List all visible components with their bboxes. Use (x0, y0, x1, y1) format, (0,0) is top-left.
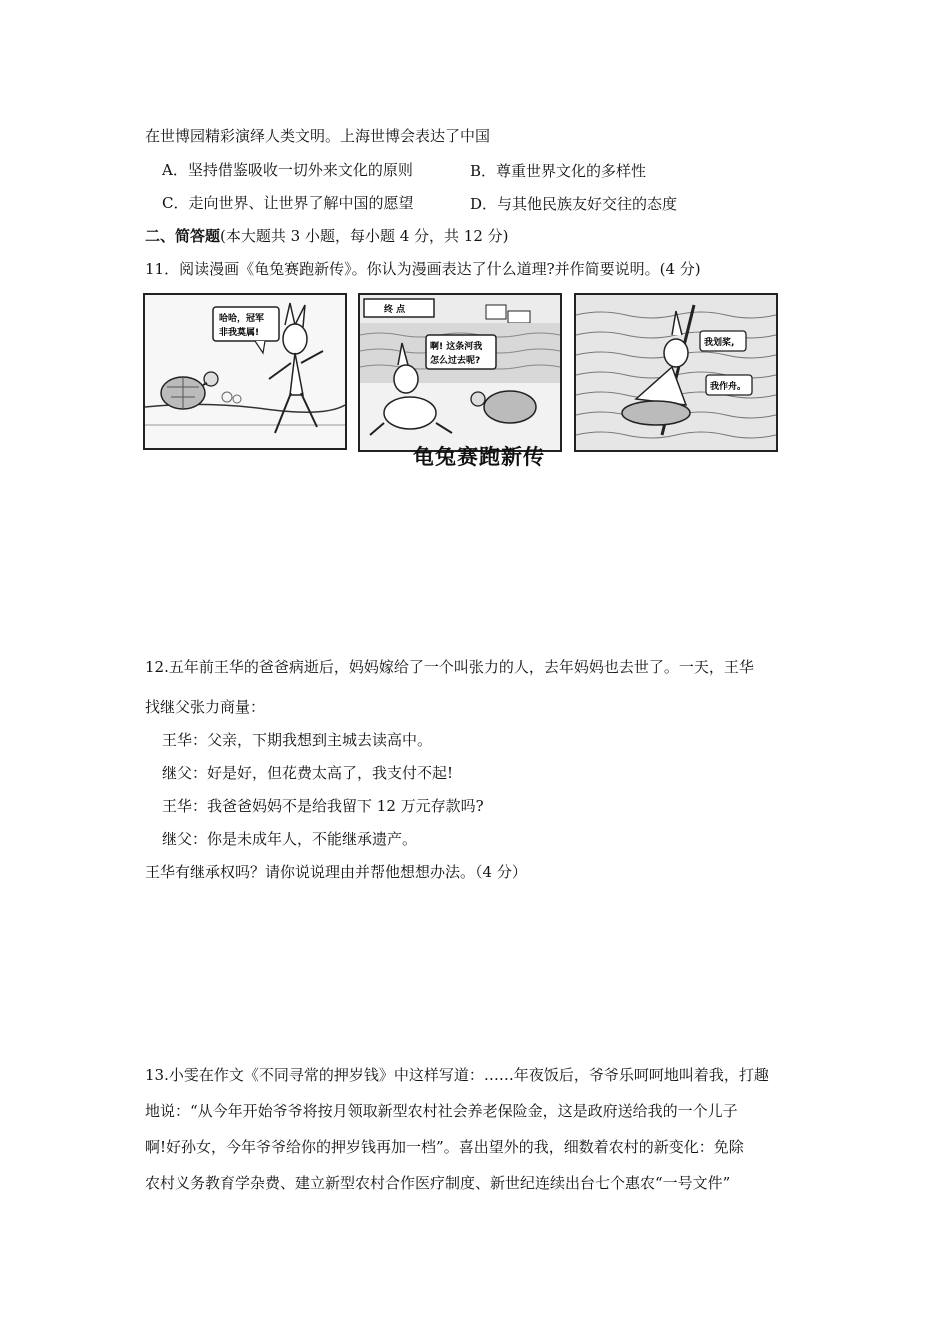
q10-stem-tail: 在世博园精彩演绎人类文明。上海世博会表达了中国 (145, 127, 491, 145)
comic-panel-2-drawing (360, 295, 560, 450)
panel2-finish-sign: 终 点 (384, 305, 406, 315)
comic-panel-1 (143, 293, 347, 450)
q12-question: 王华有继承权吗？请你说说理由并帮他想想办法。（4 分） (145, 863, 527, 881)
q13-line-1: 13.小雯在作文《不同寻常的押岁钱》中这样写道：……年夜饭后，爷爷乐呵呵地叫着我，打趣 (145, 1066, 769, 1084)
section-title: 二、简答题 (145, 227, 221, 245)
q12-line-2: 找继父张力商量： (145, 698, 266, 716)
q13-line-2: 地说：“从今年开始爷爷将按月领取新型农村社会养老保险金，这是政府送给我的一个儿子 (145, 1102, 738, 1120)
comic-panel-3 (574, 293, 778, 452)
q10-option-d: D．与其他民族友好交往的态度 (470, 195, 678, 213)
panel3-bubble-1: 我划桨, (704, 338, 735, 348)
q11-question: 11．阅读漫画《龟兔赛跑新传》。你认为漫画表达了什么道理?并作简要说明。(4 分) (145, 260, 701, 278)
comic-panel-3-drawing (576, 295, 776, 450)
q13-line-3: 啊!好孙女，今年爷爷给你的押岁钱再加一档”。喜出望外的我，细数着农村的新变化：免除 (145, 1138, 744, 1156)
comic-title: 龟兔赛跑新传 (413, 445, 545, 469)
q13-line-4: 农村义务教育学杂费、建立新型农村合作医疗制度、新世纪连续出台七个惠农“一号文件” (145, 1174, 731, 1192)
q12-dialogue-4: 继父：你是未成年人，不能继承遗产。 (162, 830, 418, 848)
section-heading (145, 226, 509, 246)
panel2-bubble-line2: 怎么过去呢? (430, 356, 481, 366)
comic-panel-2 (358, 293, 562, 452)
q12-dialogue-1: 王华：父亲，下期我想到主城去读高中。 (162, 731, 433, 749)
q12-dialogue-2: 继父：好是好，但花费太高了，我支付不起! (162, 764, 454, 782)
q12-line-1: 12.五年前王华的爸爸病逝后，妈妈嫁给了一个叫张力的人，去年妈妈也去世了。一天，王华 (145, 658, 754, 676)
q12-dialogue-3: 王华：我爸爸妈妈不是给我留下 12 万元存款吗? (162, 797, 484, 815)
panel1-bubble-line2: 非我莫属! (219, 328, 260, 338)
panel3-bubble-2: 我作舟。 (710, 382, 747, 392)
q10-option-b: B．尊重世界文化的多样性 (470, 162, 647, 180)
comic-panel-1-drawing (145, 295, 345, 448)
panel1-bubble-line1: 哈哈，冠军 (219, 314, 265, 324)
q10-option-a: A．坚持借鉴吸收一切外来文化的原则 (162, 161, 413, 179)
q10-option-c: C．走向世界、让世界了解中国的愿望 (162, 194, 414, 212)
panel2-bubble-line1: 啊! 这条河我 (430, 342, 483, 352)
section-note: (本大题共 3 小题，每小题 4 分，共 12 分) (220, 227, 509, 245)
